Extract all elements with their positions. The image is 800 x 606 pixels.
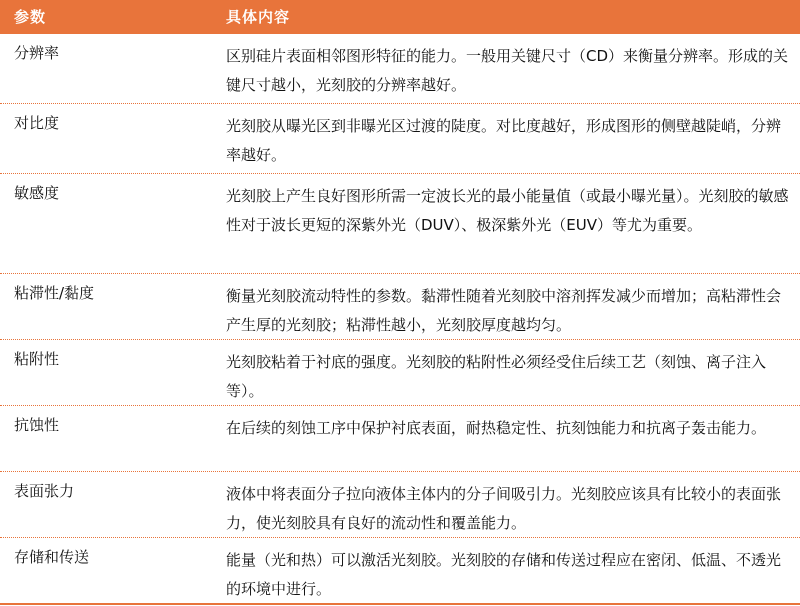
row-content: 光刻胶粘着于衬底的强度。光刻胶的粘附性必须经受住后续工艺（刻蚀、离子注入等）。 (226, 353, 767, 400)
row-param: 粘附性 (14, 350, 60, 368)
table-row (0, 538, 800, 604)
row-param: 敏感度 (14, 184, 60, 202)
row-param: 粘滞性/黏度 (14, 284, 95, 302)
table-row (0, 34, 800, 104)
row-param: 分辨率 (14, 44, 60, 62)
row-content: 在后续的刻蚀工序中保护衬底表面，耐热稳定性、抗刻蚀能力和抗离子轰击能力。 (226, 419, 767, 437)
row-content: 光刻胶从曝光区到非曝光区过渡的陡度。对比度越好，形成图形的侧壁越陡峭，分辨率越好。 (226, 117, 782, 164)
table-header (0, 0, 800, 34)
table-bottom-border (0, 603, 800, 605)
row-content: 液体中将表面分子拉向液体主体内的分子间吸引力。光刻胶应该具有比较小的表面张力，使光刻胶具有良好的流动性和覆盖能力。 (226, 485, 782, 532)
row-param: 存储和传送 (14, 548, 90, 566)
row-content: 衡量光刻胶流动特性的参数。黏滞性随着光刻胶中溶剂挥发减少而增加；高粘滞性会产生厚的光刻胶；粘滞性越小，光刻胶厚度越均匀。 (226, 287, 782, 334)
row-content: 区别硅片表面相邻图形特征的能力。一般用关键尺寸（CD）来衡量分辨率。形成的关键尺寸越小，光刻胶的分辨率越好。 (226, 47, 789, 94)
table-row (0, 340, 800, 406)
table-row (0, 104, 800, 174)
table-row (0, 472, 800, 538)
row-param: 抗蚀性 (14, 416, 60, 434)
table-row (0, 406, 800, 472)
header-content: 具体内容 (226, 8, 291, 26)
table-row (0, 274, 800, 340)
header-param: 参数 (14, 8, 47, 26)
row-param: 表面张力 (14, 482, 75, 500)
row-content: 能量（光和热）可以激活光刻胶。光刻胶的存储和传送过程应在密闭、低温、不透光的环境中进行。 (226, 551, 782, 598)
table-row (0, 174, 800, 274)
row-param: 对比度 (14, 114, 60, 132)
row-content: 光刻胶上产生良好图形所需一定波长光的最小能量值（或最小曝光量）。光刻胶的敏感性对于波长更短的深紫外光（DUV）、极深紫外光（EUV）等尤为重要。 (226, 187, 789, 234)
